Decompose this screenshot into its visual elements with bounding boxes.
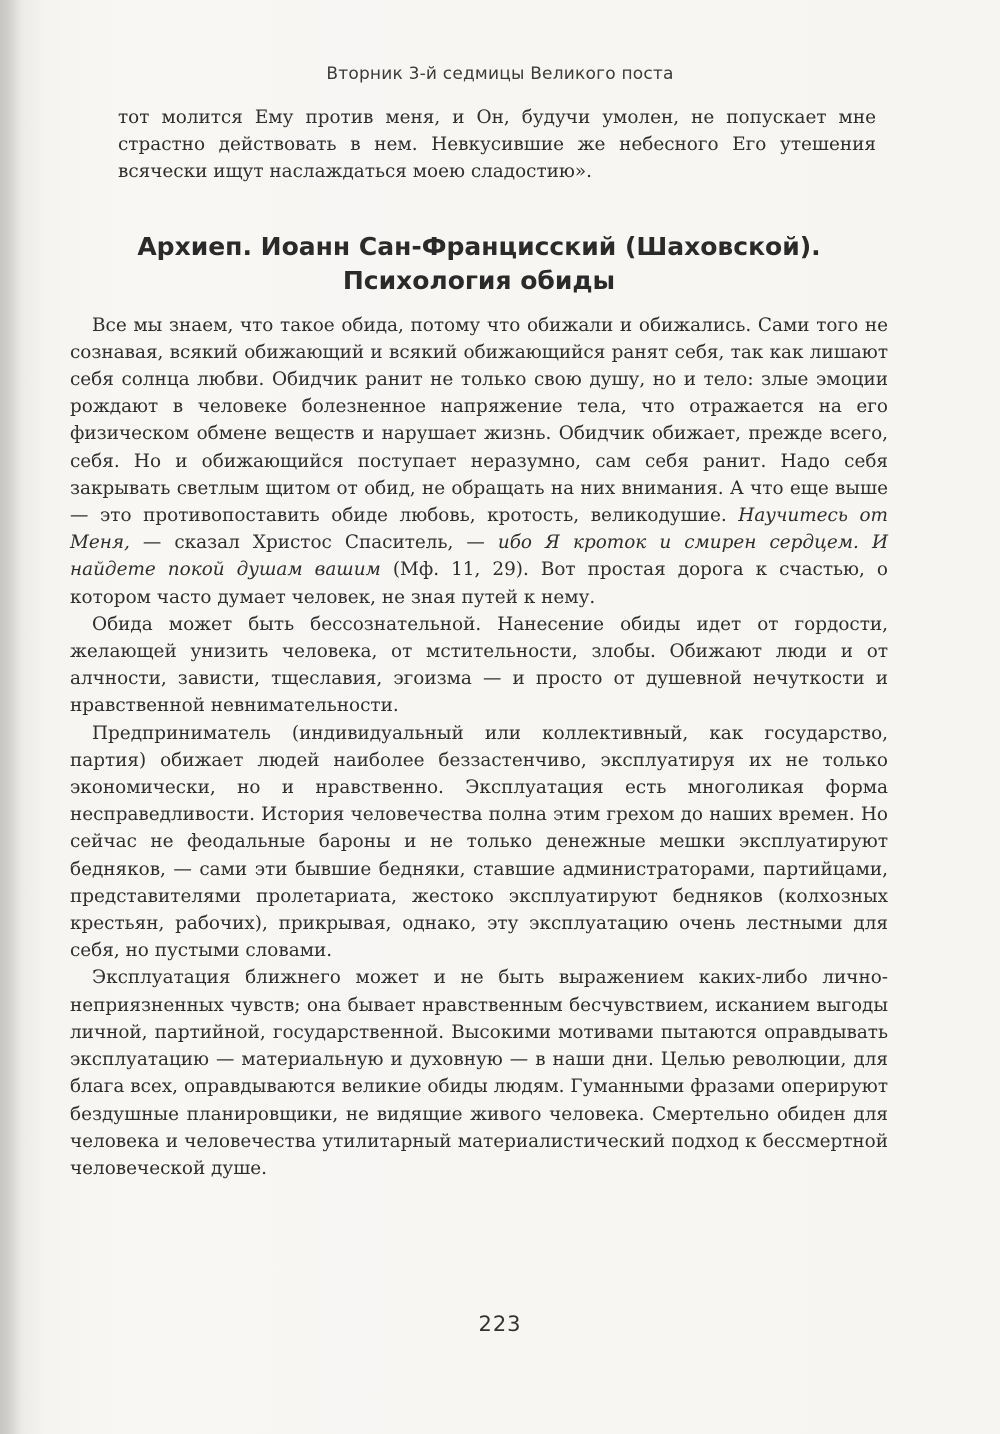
paragraph-1-text-a: Все мы знаем, что такое обида, потому что обижали и обижались. Сами того не сознавая, всякий обижающий и всякий обижающийся ранят себя, так как лишают себя солнца любви. Обидчик ранит не только свою душу, но и тело: злые эмоции рождают в человеке болезненное напряжение тела, что отражается на его физическом обмене веществ и нарушает жизнь. Обидчик обижает, прежде всего, себя. Но и обижающийся поступает неразумно, сам себя ранит. Надо себя закрывать светлым щитом от обид, не обращать на них внимания. А что еще выше — это противопоставить обиде любовь, кротость, великодушие. bbox=[70, 314, 888, 527]
section-title bbox=[70, 230, 888, 298]
paragraph-4: Эксплуатация ближнего может и не быть выражением каких-либо лично-неприязненных чувств; она бывает нравственным бесчувствием, исканием выгоды личной, партийной, государственной. Высокими мотивами пытаются оправдывать эксплуатацию — материальную и духовную — в наши дни. Целью революции, для блага всех, оправдываются великие обиды людям. Гуманными фразами оперируют бездушные планировщики, не видящие живого человека. Смертельно обиден для человека и человечества утилитарный материалистический подход к бессмертной человеческой душе. bbox=[70, 967, 888, 1179]
paragraph-1-text-c: (Мф. 11, 29). Вот простая дорога к счастью, о котором часто думает человек, не зная путей к нему. bbox=[70, 559, 888, 608]
running-header: Вторник 3-й седмицы Великого поста bbox=[326, 64, 674, 84]
scripture-quote-2: ибо Я кроток и смирен сердцем. И найдете покой душам вашим bbox=[70, 532, 888, 581]
section-title-subject: Психология обиды bbox=[342, 265, 616, 295]
paragraph-3: Предприниматель (индивидуальный или коллективный, как государство, партия) обижает людей наиболее беззастенчиво, эксплуатируя их не только экономически, но и нравственно. Эксплуатация есть многоликая форма несправедливости. История человечества полна этим грехом до наших времен. Но сейчас не феодальные бароны и не только денежные мешки эксплуатируют бедняков, — сами эти бывшие бедняки, ставшие администраторами, партийцами, представителями пролетариата, жестоко эксплуатируют бедняков (колхозных крестьян, рабочих), прикрывая, однако, эту эксплуатацию очень лестными для себя, но пустыми словами. bbox=[70, 722, 888, 962]
paragraph-1-text-b: — сказал Христос Спаситель, — bbox=[129, 532, 498, 554]
page-content bbox=[70, 104, 888, 1182]
section-title-author: Архиеп. Иоанн Сан-Францисский (Шаховской). bbox=[137, 231, 821, 261]
page-number: 223 bbox=[478, 1312, 522, 1336]
binding-shadow bbox=[0, 0, 22, 1434]
paragraph-2: Обида может быть бессознательной. Нанесение обиды идет от гордости, желающей унизить человека, от мстительности, злобы. Обижают люди и от алчности, зависти, тщеславия, эгоизма — и просто от душевной нечуткости и нравственной невнимательности. bbox=[70, 613, 888, 717]
scripture-quote-1: Научитесь от Меня, bbox=[70, 505, 888, 554]
paragraph-1 bbox=[70, 312, 888, 611]
continued-paragraph: тот молится Ему против меня, и Он, будучи умолен, не попускает мне страстно действовать в нем. Невкусившие же небесного Его утешения всячески ищут наслаждаться моею сладостию». bbox=[118, 107, 876, 183]
